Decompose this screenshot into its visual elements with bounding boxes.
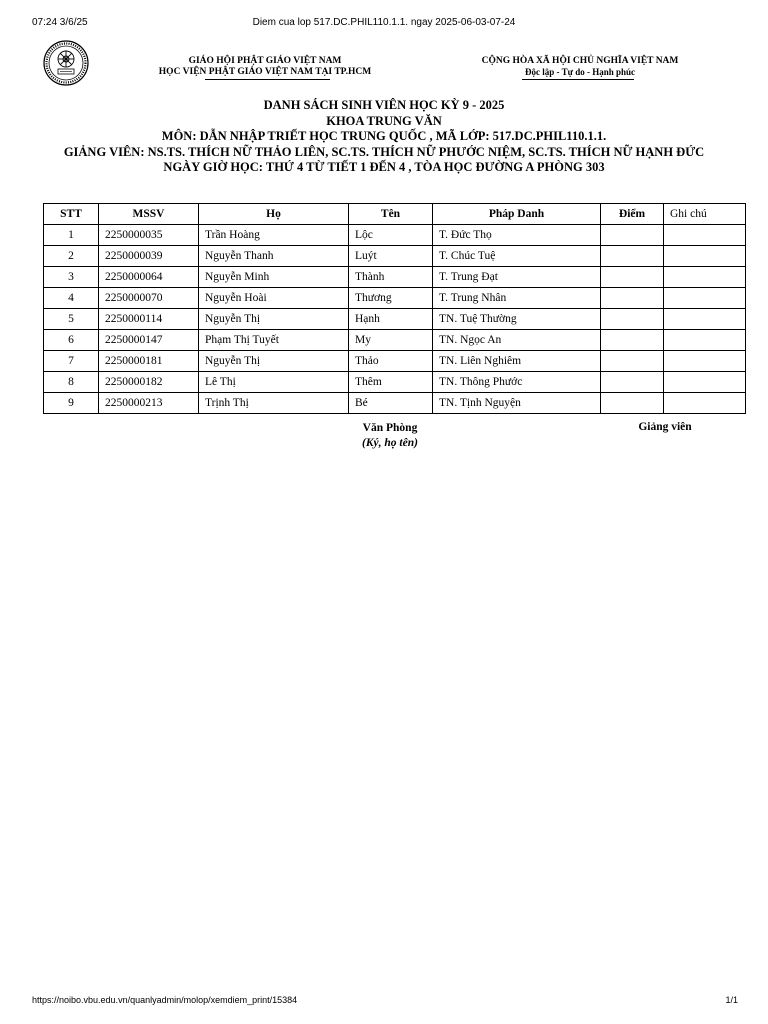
page-number: 1/1 (725, 995, 738, 1005)
header-phap-danh: Pháp Danh (433, 204, 601, 225)
header-diem: Điểm (601, 204, 664, 225)
cell-mssv: 2250000182 (99, 372, 199, 393)
country-name: CỘNG HÒA XÃ HỘI CHỦ NGHĨA VIỆT NAM (481, 56, 679, 66)
cell-stt: 5 (44, 309, 99, 330)
office-signature-block (340, 421, 440, 451)
organization-header (145, 56, 385, 78)
table-header-row (44, 204, 746, 225)
academy-seal-logo (43, 40, 89, 86)
academy-name: HỌC VIỆN PHẬT GIÁO VIỆT NAM TẠI TP.HCM (158, 67, 372, 77)
cell-mssv: 2250000064 (99, 267, 199, 288)
cell-ten: Thành (349, 267, 433, 288)
cell-phap-danh: T. Trung Đạt (433, 267, 601, 288)
cell-ten: Thương (349, 288, 433, 309)
cell-ten: My (349, 330, 433, 351)
cell-ten: Luýt (349, 246, 433, 267)
cell-ho: Trần Hoàng (199, 225, 349, 246)
cell-phap-danh: TN. Tịnh Nguyện (433, 393, 601, 414)
print-footer (32, 995, 738, 1009)
cell-ho: Phạm Thị Tuyết (199, 330, 349, 351)
page-url: https://noibo.vbu.edu.vn/quanlyadmin/molop/xemdiem_print/15384 (32, 995, 298, 1005)
table-body (44, 225, 746, 414)
header-ten: Tên (349, 204, 433, 225)
cell-phap-danh: TN. Liên Nghiêm (433, 351, 601, 372)
cell-ten: Thảo (349, 351, 433, 372)
header-ho: Họ (199, 204, 349, 225)
cell-ho: Lê Thị (199, 372, 349, 393)
print-document-title: Diem cua lop 517.DC.PHIL110.1.1. ngay 2025-06-03-07-24 (252, 17, 516, 28)
cell-ghi-chu (664, 393, 746, 414)
organization-name: GIÁO HỘI PHẬT GIÁO VIỆT NAM (188, 56, 342, 66)
header-ghi-chu: Ghi chú (664, 204, 746, 225)
cell-ghi-chu (664, 330, 746, 351)
table-row (44, 246, 746, 267)
table-row (44, 330, 746, 351)
cell-ten: Hạnh (349, 309, 433, 330)
cell-ghi-chu (664, 372, 746, 393)
cell-mssv: 2250000035 (99, 225, 199, 246)
cell-diem (601, 372, 664, 393)
cell-diem (601, 246, 664, 267)
list-title: DANH SÁCH SINH VIÊN HỌC KỲ 9 - 2025 (263, 98, 505, 112)
cell-ghi-chu (664, 246, 746, 267)
cell-ho: Nguyễn Thanh (199, 246, 349, 267)
cell-mssv: 2250000213 (99, 393, 199, 414)
cell-phap-danh: T. Trung Nhân (433, 288, 601, 309)
cell-ho: Trịnh Thị (199, 393, 349, 414)
table-row (44, 372, 746, 393)
cell-stt: 1 (44, 225, 99, 246)
header-mssv: MSSV (99, 204, 199, 225)
lecturer-signature-block (615, 421, 715, 433)
cell-ten: Lộc (349, 225, 433, 246)
schedule-line: NGÀY GIỜ HỌC: THỨ 4 TỪ TIẾT 1 ĐẾN 4 , TÒA HỌC ĐƯỜNG A PHÒNG 303 (163, 160, 605, 174)
cell-stt: 8 (44, 372, 99, 393)
lecturers-line: GIẢNG VIÊN: NS.TS. THÍCH NỮ THẢO LIÊN, SC.TS. THÍCH NỮ PHƯỚC NIỆM, SC.TS. THÍCH NỮ HẠNH ĐỨC (63, 144, 705, 159)
academy-underline (205, 79, 330, 80)
document-titles (0, 98, 768, 176)
header-stt: STT (44, 204, 99, 225)
table-row (44, 351, 746, 372)
print-datetime: 07:24 3/6/25 (32, 17, 88, 28)
cell-ghi-chu (664, 309, 746, 330)
table-row (44, 309, 746, 330)
cell-ho: Nguyễn Thị (199, 309, 349, 330)
print-header (32, 17, 736, 31)
table-row (44, 288, 746, 309)
cell-stt: 6 (44, 330, 99, 351)
table-row (44, 225, 746, 246)
course-title: MÔN: DẪN NHẬP TRIẾT HỌC TRUNG QUỐC , MÃ LỚP: 517.DC.PHIL110.1.1. (161, 129, 607, 143)
cell-ho: Nguyễn Minh (199, 267, 349, 288)
national-header (470, 56, 690, 78)
motto-underline (522, 79, 634, 80)
cell-mssv: 2250000181 (99, 351, 199, 372)
cell-mssv: 2250000039 (99, 246, 199, 267)
cell-phap-danh: TN. Thông Phước (433, 372, 601, 393)
cell-ghi-chu (664, 288, 746, 309)
cell-diem (601, 309, 664, 330)
lecturer-title: Giảng viên (638, 421, 692, 433)
cell-mssv: 2250000147 (99, 330, 199, 351)
cell-ghi-chu (664, 267, 746, 288)
table-row (44, 267, 746, 288)
office-sign-note: (Ký, họ tên) (362, 437, 418, 449)
cell-phap-danh: TN. Tuệ Thường (433, 309, 601, 330)
cell-phap-danh: T. Đức Thọ (433, 225, 601, 246)
cell-ghi-chu (664, 225, 746, 246)
cell-ghi-chu (664, 351, 746, 372)
faculty-title: KHOA TRUNG VĂN (326, 113, 442, 128)
cell-diem (601, 288, 664, 309)
cell-mssv: 2250000114 (99, 309, 199, 330)
cell-diem (601, 351, 664, 372)
cell-ten: Thêm (349, 372, 433, 393)
cell-mssv: 2250000070 (99, 288, 199, 309)
cell-phap-danh: TN. Ngọc An (433, 330, 601, 351)
national-motto: Độc lập - Tự do - Hạnh phúc (524, 67, 635, 77)
table-row (44, 393, 746, 414)
cell-ho: Nguyễn Hoài (199, 288, 349, 309)
office-title: Văn Phòng (362, 422, 418, 434)
cell-stt: 7 (44, 351, 99, 372)
cell-ho: Nguyễn Thị (199, 351, 349, 372)
cell-diem (601, 267, 664, 288)
cell-stt: 4 (44, 288, 99, 309)
cell-phap-danh: T. Chúc Tuệ (433, 246, 601, 267)
cell-stt: 9 (44, 393, 99, 414)
student-roster-table (43, 203, 746, 414)
cell-diem (601, 393, 664, 414)
cell-stt: 3 (44, 267, 99, 288)
cell-ten: Bé (349, 393, 433, 414)
cell-stt: 2 (44, 246, 99, 267)
cell-diem (601, 330, 664, 351)
cell-diem (601, 225, 664, 246)
